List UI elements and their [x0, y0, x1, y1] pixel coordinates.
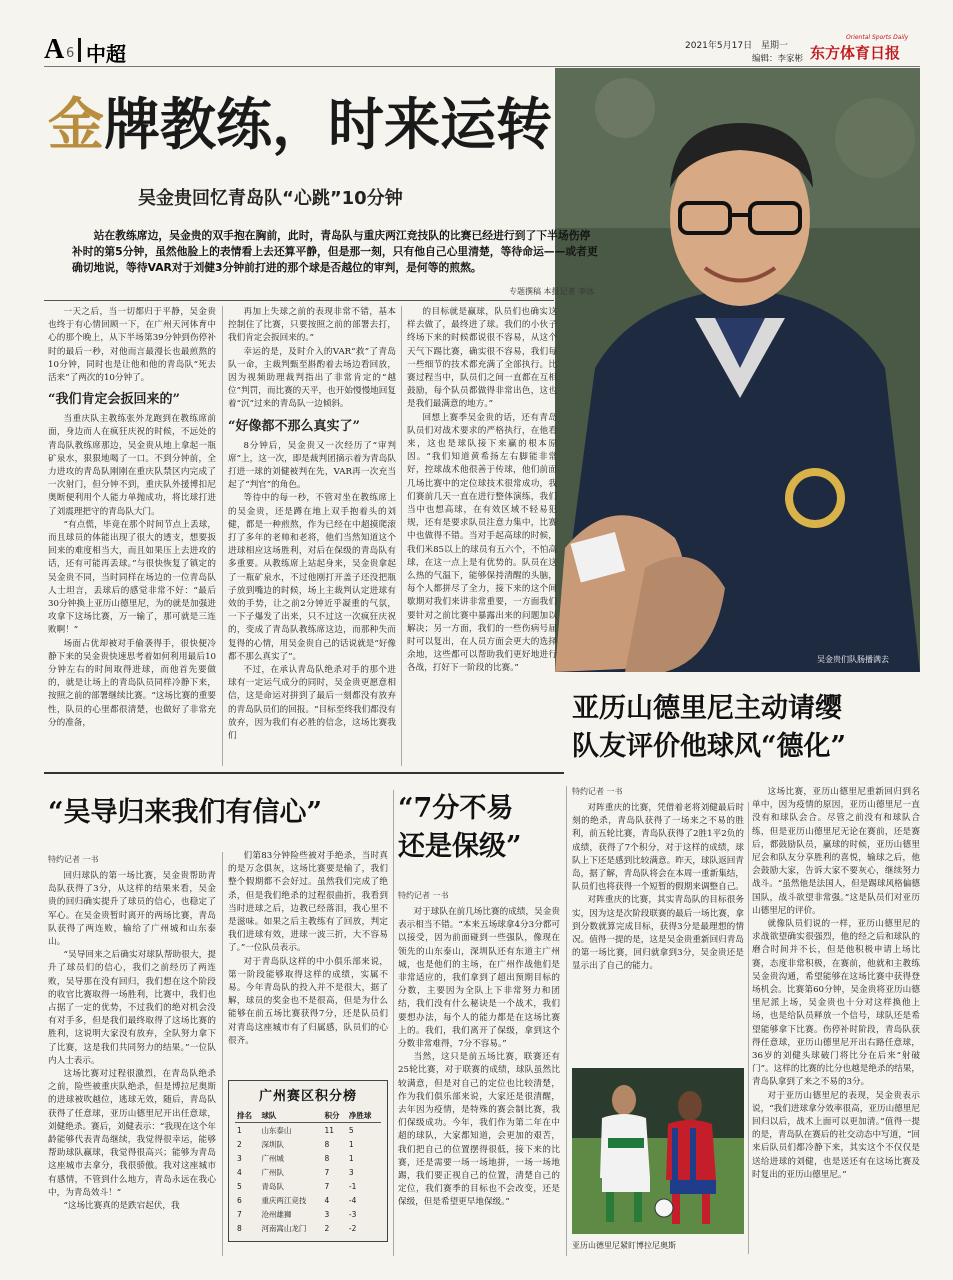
left-bottom-col1-para1: 回归球队的第一场比赛，吴金贵帮助青岛队获得了3分，从这样的结果来看，吴金贵的回归确实提升了球员的信心，也稳定了军心。在吴金贵暂时离开的两场比赛，青岛队获得了两连败，输给了广州城和山东泰山。	[48, 871, 216, 948]
main-col2-para2: 幸运的是，及时介入的VAR“救”了青岛队一命，主裁判甄至斟酌着去场边看回放，因为视频助理裁判指出了非常肯定的“越位”判罚，而比赛的天平，也开始慢慢地回复着“沉”过来的青岛队一边倾斜。	[228, 346, 396, 410]
main-col1-para2: 当重庆队主教练张外龙跑到在教练席前面，身边而人在疯狂庆祝的时候，不远处的青岛队教练席那边，吴金贵从地上拿起一瓶矿泉水，狠狠地喝了一口。不到分钟前，全力进攻的青岛队刚刚在重庆队禁区内完成了一次射门，但分钟不到，重庆队外援博扣尼奥断便利用个人能力单抛成功，将比球打进了刘震理把守的青岛队大门。	[48, 414, 216, 517]
right-byline: 特约记者 一书	[572, 787, 623, 796]
rank-cell: 1	[237, 1125, 242, 1135]
team-cell: 深圳队	[261, 1139, 284, 1149]
page-number: 6	[66, 46, 75, 61]
headline-rest: 牌教练，时来运转	[104, 92, 552, 158]
team-cell: 广州队	[261, 1167, 284, 1177]
header-rule	[44, 66, 920, 67]
table-row	[235, 1123, 381, 1138]
goal-diff-cell: -1	[348, 1181, 357, 1191]
left-bottom-byline: 特约记者 一书	[48, 855, 99, 864]
middle-bottom-byline: 特约记者 一书	[398, 891, 449, 900]
rank-cell: 4	[237, 1167, 242, 1177]
weekday-text: 星期一	[760, 41, 788, 51]
points-cell: 4	[324, 1195, 330, 1205]
rank-cell: 8	[237, 1223, 242, 1233]
left-bottom-col1-para3: 这场比赛对过程很激烈，在青岛队绝杀之前，险些被重庆队绝杀，但是博拉尼奥斯的进球被吹越位，逃球无效，随后，青岛队获得了任意球，亚历山德里尼开出任意球，刘健绝杀。赛后，刘健表示：“我现在这个年龄能够代表青岛继续，我觉得很幸运，能够帮助球队赢球，我觉得很高兴；能够为青岛这座城市去拿分，我很骄傲。我对这座城市有感情，不管到什么地方，青岛永远在我心中，为青岛效斗！”	[48, 1069, 216, 1198]
table-row	[235, 1207, 381, 1221]
coach-photo-illustration	[555, 68, 920, 672]
points-cell: 3	[324, 1209, 330, 1219]
section-name: 中超	[86, 42, 126, 66]
main-col-3	[407, 306, 557, 768]
rank-cell: 5	[237, 1181, 242, 1191]
goal-diff-cell: -2	[348, 1223, 357, 1233]
col-rule-1	[222, 306, 223, 766]
main-col2-subhead: “好像都不那么真实了”	[228, 418, 360, 434]
main-col-2	[228, 306, 396, 768]
right-col2-para2: 就像队员们说的一样，亚历山德里尼的求战欲望确实很强烈，他的经之后和球队的磨合时间并不长，但是他积极申请上场比赛，态度非常积极，在赛前，他就和主教练吴金贵沟通，希望能够在这场比赛中获得登场机会。比赛第60分钟，吴金贵将亚历山德里尼派上场，吴金贵也十分对这样换他上场，也是给队员释放一个信号，球队还是希望能够拿下比赛。伤停补时阶段，青岛队获得任意球，亚历山德里尼开出右路任意球，36岁的刘健头球破门将比分在后来“射破门”。这样的比赛的比分也越是绝杀的结果，青岛队拿到了来之不易的3分。	[752, 919, 920, 1088]
coach-photo	[555, 68, 920, 672]
middle-right-rule	[566, 786, 567, 1256]
rank-cell: 3	[237, 1153, 242, 1163]
main-col-1	[48, 306, 216, 768]
goal-diff-cell: -4	[348, 1195, 357, 1205]
right-col2-para3: 对于亚历山德里尼的表现，吴金贵表示说，“我们进球拿分效率很高，亚历山德里尼回归以后，战术上面可以更加清。”值得一提的是，青岛队在赛后的社交动态中写道，“回来后队员们都冷静下来，其实这个不仅仅是送给进球的刘健，也是送还有在这场比赛及时复出的亚历山德里尼。”	[752, 1090, 920, 1180]
paper-name-en: Oriental Sports Daily	[846, 34, 909, 41]
goal-diff-cell: -3	[348, 1209, 357, 1219]
main-col2-para5: 不过，在承认青岛队绝杀对手的那个进球有一定运气成分的同时，吴金贵更愿意相信，这是命运对拼到了最后一刻都没有放弃的青岛队员们的回报。“目标至终我们都没有放弃，因为我们有必胜的信念，这场比赛我们	[228, 665, 396, 742]
standings-title: 广州赛区积分榜	[258, 1089, 357, 1104]
table-row	[235, 1179, 381, 1193]
table-row	[235, 1193, 381, 1207]
rank-cell: 2	[237, 1139, 242, 1149]
paper-logo	[810, 34, 920, 64]
right-headline-line2: 队友评价他球风“德化”	[572, 731, 847, 762]
rank-cell: 6	[237, 1195, 242, 1205]
main-byline: 专题撰稿 本报记者 李冰	[509, 287, 595, 296]
right-col2-para1: 这场比赛，亚历山德里尼重新回归到名单中，因为疫情的原因，亚历山德里尼一直没有和球队会合。尽管之前没有和球队合练，但是亚历山德里尼无论在赛前，还是赛后，都鼓励队员，赢球的时候，亚历山德里尼会和队友分享胜利的喜悦，输球之后，他会鼓励大家，告诉大家不要灰心，继续努力战斗。“虽然他是法国人，但是踢球风格偏德国队，战斗欲望非常强。”这是队员们对亚历山德里尼的评价。	[752, 787, 920, 916]
main-bottom-rule	[44, 772, 564, 774]
middle-bottom-headline	[398, 790, 568, 866]
player-photo-illustration	[572, 1068, 744, 1234]
coach-photo-caption: 吴金贵们队肠播满去	[817, 655, 889, 664]
main-col3-para1: 的目标就是赢球，队员们也确实这样去做了，最终进了球。我们的小伙子终场下来的时候都说很不容易，从这个天气下踢比赛，确实很不容易，我们每一些细节的技术都充满了全部执行。比赛过程当中，队员们之间一直都在互相鼓励，每个队员都做得非常出色，这也是我们最满意的地方。”	[407, 307, 557, 410]
left-bottom-col-rule	[222, 852, 223, 1256]
goal-diff-cell: 1	[348, 1153, 354, 1163]
middle-bottom-para1: 对于球队在前几场比赛的成绩，吴金贵表示相当不错。“本来五场球拿4分3分都可以接受，因为前面碰到一些强队，像现在领先的山东泰山，深圳队还有东道主广州城，也是他们的主场，在广州作战他们是非常适应的，我们拿到了超出预期目标的分数，主要因为全队上下非常努力和团结，我们没有什么秘诀是一个战术，我们要想办法，每个人的能力都是在这场比赛上的。我们，我们离开了保级，拿到这个分数非常难得，7分不容易。”	[398, 907, 560, 1050]
left-bottom-col2-para1: 们第83分钟险些被对手绝杀，当时真的是万念俱灰，这场比赛要是输了，我们整个假期都不会好过。虽然我们完成了绝杀，但是我们绝杀的过程很曲折，我看到当时进球之后，边教已经落泪，我心里不是滋味。如果之后主教练有了回放，判定我们进球有效，进球一波三折，大不容易了。”一位队员表示。	[228, 851, 388, 954]
col-header-goal-diff: 净胜球	[347, 1108, 381, 1123]
date-text: 2021年5月17日	[685, 41, 753, 51]
main-subhead: 吴金贵回忆青岛队“心跳”10分钟	[138, 188, 403, 209]
main-col1-para4: 场面占优却被对手偷袭得手，很快便冷静下来的吴金贵快速思考着如何利用最后10分钟左右的时间取得进球，而他首先要做的，就是让场上的青岛队员同样冷静下来，按照之前的部署继续比赛。“这场比赛的重要性，队员的心里都很清楚，也做好了非常充分的准备，	[48, 638, 216, 728]
right-col-rule	[748, 802, 749, 1254]
left-bottom-col-2	[228, 850, 388, 1070]
editor-credit: 编辑：李家彬	[752, 54, 804, 64]
main-col2-para1: 再加上失球之前的表现非常不错，基本控制住了比赛，只要按照之前的部署去打，我们肯定会扳回来的。”	[228, 307, 396, 344]
main-col2-para3: 8分钟后，吴金贵又一次经历了“审判席”上，这一次，即是裁判团摘示着为青岛队打进一球的刘健被判在先，VAR再一次充当起了“判官”的角色。	[228, 440, 396, 491]
points-cell: 8	[324, 1139, 330, 1149]
right-col1-para2: 对阵重庆的比赛，其实青岛队的目标很务实，因为这是次阶段联赛的最后一场比赛，拿到分数就算完成目标，获得3分是最理想的情况。值得一提的是，这是吴金贵重新回归青岛的第一场比赛，回归就拿到3分，吴金贵还是显示出了自己的能力。	[572, 895, 744, 972]
left-bottom-col1-para4: “这场比赛真的是跌宕起伏，我	[63, 1201, 180, 1212]
col-header-team: 球队	[259, 1108, 322, 1123]
team-cell: 青岛队	[261, 1181, 284, 1191]
rank-cell: 7	[237, 1209, 242, 1219]
table-row	[235, 1151, 381, 1165]
middle-headline-line1: “7分不易	[398, 793, 514, 824]
right-headline	[572, 690, 922, 766]
headline-gold-char: 金	[48, 92, 104, 158]
main-col2-para4: 等待中的每一秒，不管对坐在教练席上的吴金贵，还是蹲在地上双手抱着头的刘健，都是一种煎熬，作为已经在中超摸爬滚打了多年的老帅和老将，他们当然知道这个进球相应这场胜利，对后在保级的青岛队有多重要。从教练席上站起身来，吴金贵拿起了一瓶矿泉水，不过他刚打开盖子还没把瓶子放到嘴边的时候，场上主裁判认定进球有效的手势，让之前2分钟近乎凝重的气氛，一下子爆发了出来，只不过这一次疯狂庆祝的，变成了青岛队教练席这边，而那种失而复得的心情，用吴金贵自己的话说就是“好像都不那么真实了”。	[228, 493, 396, 662]
paper-name: 东方体育日报	[810, 44, 901, 62]
points-cell: 7	[324, 1181, 330, 1191]
middle-headline-line2: 还是保级”	[398, 831, 522, 862]
points-cell: 2	[324, 1223, 330, 1233]
points-cell: 7	[324, 1167, 330, 1177]
team-cell: 沧州雄狮	[261, 1209, 292, 1219]
points-cell: 8	[324, 1153, 330, 1163]
standings-header-row	[235, 1108, 381, 1123]
right-headline-line1: 亚历山德里尼主动请缨	[572, 693, 842, 724]
right-col1-para1: 对阵重庆的比赛，凭借着老将刘健最后时刻的绝杀，青岛队获得了一场来之不易的胜利，前五轮比赛，青岛队获得了2胜1平2负的成绩，获得了7个积分，对于这样的成绩，球队上下还是感到比较满意。昨天，球队返回青岛，据了解，青岛队将会在本周一重新集结，队员们也将获得一个短暂的假期来调整自己。	[572, 803, 744, 893]
standings-table	[235, 1108, 381, 1235]
main-headline	[48, 90, 552, 160]
left-bottom-col1-para2: “吴导回来之后确实对球队帮助很大，提升了球员们的信心，我们之前经历了两连败，吴导那在没有回归，我们想在这个阶段的收官比赛取得一场胜利，比赛中，我们也占据了一定的优势，不过我们的绝对机会没有对手多，但是我们最终取得了这场比赛的胜利，这说明大家没有放弃，全队努力拿下了比赛，这是我们共同努力的结果。”一位队内人士表示。	[48, 950, 216, 1066]
team-cell: 广州城	[261, 1153, 284, 1163]
player-photo	[572, 1068, 744, 1234]
left-bottom-col-1	[48, 870, 216, 1256]
team-cell: 山东泰山	[261, 1125, 292, 1135]
main-col3-para2: 回想上赛季吴金贵的话，还有青岛队员们对战术要求的严格执行，在他看来，这也是球队接下来赢的根本原因。“我们知道黄希扬左右脚能非常好，控球战术他很善于传球，他们前面几场比赛中的定位球技术很常成功，我们赛前几天一直在进行整体演练，我们当中也想高球，在有效区域不轻易犯规，还有是要求队员注意力集中，比赛中也做得不错。当对手起高球的时候，我们米85以上的球员有五六个，不怕高球，在这一点上是有优势的。队员在这么热的气温下，能够保持清醒的头脑，每个人都拼尽了全力，接下来的这个间歇期对我们来讲非常重要，一方面我们要针对之前比赛中暴露出来的问题加以解决；另一方面，我们的一些伤病号届时可以复出，在人员方面会更大的选择余地，这些都可以帮助我们更好地进行各战，打好下一阶段的比赛。”	[407, 412, 557, 674]
goal-diff-cell: 5	[348, 1125, 354, 1135]
left-bottom-col2-para2: 对于青岛队这样的中小俱乐部来说，第一阶段能够取得这样的成绩，实属不易。今年青岛队的投入并不是很大，据了解，球员的奖金也不是很高，但是为什么能够在前五场比赛获得7分，还是队员们对青岛这座城市有了归属感，队员们的心很齐。	[228, 956, 388, 1046]
main-col1-subhead: “我们肯定会扳回来的”	[48, 392, 180, 408]
standings-box	[228, 1080, 388, 1242]
right-col-2	[752, 786, 920, 1256]
middle-bottom-para2: 当然，这只是前五场比赛，联赛还有25轮比赛，对于联赛的成绩，球队虽然比较满意，但是对自己的定位也比较清楚，作为我们俱乐部来说，大家还是很清醒，去年因为疫情，是特殊的赛会制比赛，我们保级成功。今年，我们作为第二年在中超的球队，大家都知道，会更加的艰苦，我们把自己的位置摆得很低，接下来的比赛，还是需要一场一场地拼，一场一场地踢，我们要正视自己的位置，清楚自己的定位，我们赛季的目标也不会改变，还是保级，但是希望更早地保级。”	[398, 1052, 560, 1208]
right-col-1	[572, 802, 744, 1062]
col-header-points: 积分	[322, 1108, 346, 1123]
goal-diff-cell: 1	[348, 1139, 354, 1149]
main-col1-para3: “有点慌，毕竟在那个时间节点上丢球，而且球员的体能出现了很大的透支，想要扳回来的难度相当大，而且如果压上去进攻的话，还有可能再丢球。”与很快恢复了镇定的吴金贵不同，当时同样在场边的一位青岛队人士坦言，丢球后的感觉非常不好：“最后30分钟换上亚历山德里尼，为的就是加强进攻拿下这场比赛，万一输了，那可就是三连败啊！”	[48, 519, 216, 636]
team-cell: 河南嵩山龙门	[261, 1223, 307, 1233]
table-row	[235, 1221, 381, 1235]
left-bottom-headline: “吴导归来我们有信心”	[48, 797, 323, 828]
issue-date	[685, 38, 788, 51]
goal-diff-cell: 3	[348, 1167, 354, 1177]
lead-rule	[44, 300, 554, 301]
player-photo-caption: 亚历山德里尼紧盯博拉尼奥斯	[572, 1241, 676, 1250]
table-row	[235, 1165, 381, 1179]
page-header	[0, 0, 953, 70]
page-letter: A	[44, 34, 65, 65]
middle-bottom-col	[398, 906, 560, 1256]
team-cell: 重庆两江竞技	[261, 1195, 307, 1205]
section-divider	[78, 38, 81, 62]
col-header-rank: 排名	[235, 1108, 259, 1123]
table-row	[235, 1137, 381, 1151]
lead-paragraph: 站在教练席边，吴金贵的双手抱在胸前，此时，青岛队与重庆两江竞技队的比赛已经进行到了下半场伤停补时的第5分钟，虽然他脸上的表情看上去还算平静，但是那一刻，只有他自己心里清楚，等待命运——或者更确切地说，等待VAR对于刘健3分钟前打进的那个球是否越位的审判，是何等的煎熬。	[72, 229, 598, 274]
col-rule-2	[401, 306, 402, 766]
middle-bottom-rule	[393, 790, 394, 1256]
main-col1-para1: 一天之后，当一切都归于平静，吴金贵也终于有心情回顾一下，在广州天河体育中心的那个晚上，从下半场第39分钟到伤停补时的最后一秒，对他而言最漫长也最煎熬的10分钟，同时也是让他和他的青岛队“死去活来”了两次的10分钟了。	[48, 307, 216, 384]
points-cell: 11	[324, 1125, 334, 1135]
